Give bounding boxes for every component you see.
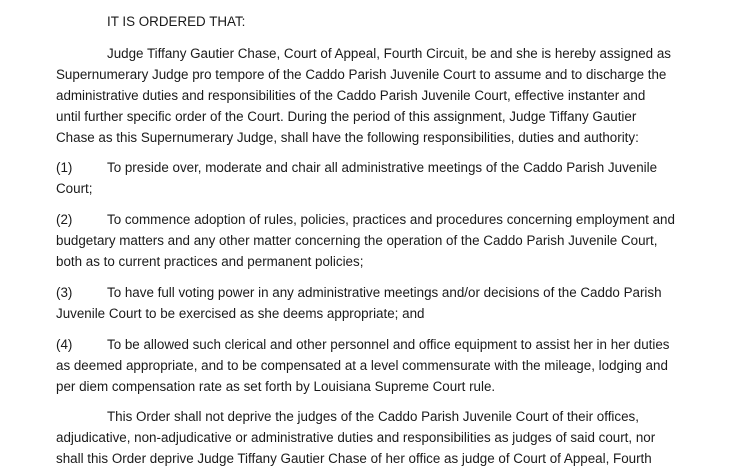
item-line: per diem compensation rate as set forth by Louisiana Supreme Court rule. (56, 379, 496, 394)
item-number: (4) (56, 337, 73, 352)
item-line: both as to current practices and permanent policies; (56, 254, 364, 269)
item-line: as deemed appropriate, and to be compensated at a level commensurate with the mileage, lodging and (56, 358, 668, 373)
item-line: To be allowed such clerical and other personnel and office equipment to assist her in her duties (107, 337, 670, 352)
intro-line: administrative duties and responsibilities of the Caddo Parish Juvenile Court, effective instanter and (56, 88, 646, 103)
item-line: To commence adoption of rules, policies, practices and procedures concerning employment and (107, 212, 675, 227)
closing-line: This Order shall not deprive the judges of the Caddo Parish Juvenile Court of their offices, (107, 409, 639, 424)
item-line: Juvenile Court to be exercised as she deems appropriate; and (56, 306, 425, 321)
closing-line: shall this Order deprive Judge Tiffany Gautier Chase of her office as judge of Court of Appeal, Fourth (56, 451, 652, 466)
intro-line: until further specific order of the Court. During the period of this assignment, Judge Tiffany Gautier (56, 109, 637, 124)
item-line: budgetary matters and any other matter concerning the operation of the Caddo Parish Juvenile Court, (56, 233, 658, 248)
closing-line: adjudicative, non-adjudicative or administrative duties and responsibilities as judges of said court, nor (56, 430, 656, 445)
item-line: To preside over, moderate and chair all administrative meetings of the Caddo Parish Juvenile (107, 160, 658, 175)
order-heading: IT IS ORDERED THAT: (107, 14, 246, 29)
item-number: (1) (56, 160, 73, 175)
item-line: Court; (56, 181, 93, 196)
intro-line: Supernumerary Judge pro tempore of the Caddo Parish Juvenile Court to assume and to discharge the (56, 67, 667, 82)
item-number: (2) (56, 212, 73, 227)
item-number: (3) (56, 285, 73, 300)
intro-line: Chase as this Supernumerary Judge, shall have the following responsibilities, duties and authority: (56, 130, 639, 145)
intro-line: Judge Tiffany Gautier Chase, Court of Appeal, Fourth Circuit, be and she is hereby assigned as (107, 46, 671, 61)
item-line: To have full voting power in any administrative meetings and/or decisions of the Caddo Parish (107, 285, 662, 300)
